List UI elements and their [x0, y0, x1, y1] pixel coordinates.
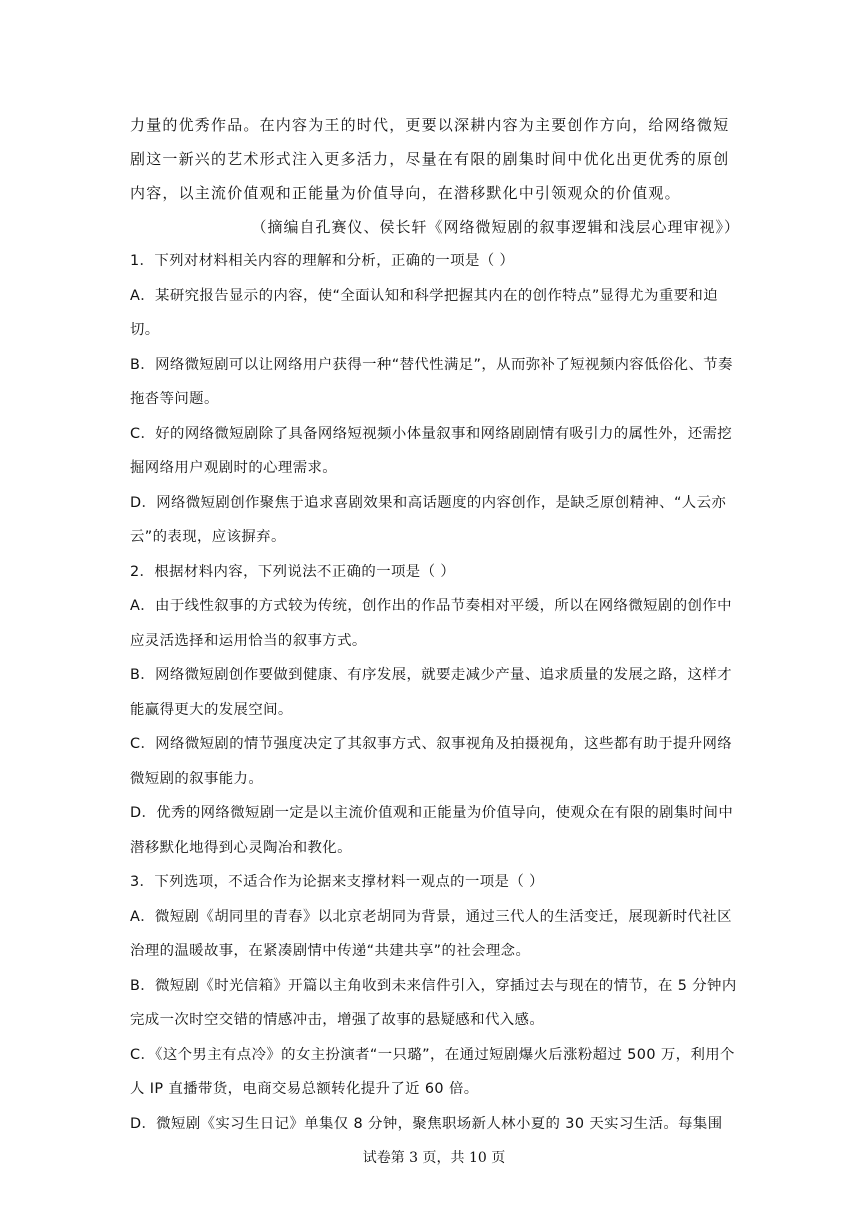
option-a: A．微短剧《胡同里的青春》以北京老胡同为背景，通过三代人的生活变迁，展现新时代社区治理的温暖故事，在紧凑剧情中传递“共建共享”的社会理念。: [130, 908, 732, 959]
question-1: [130, 244, 742, 555]
question-stem: 1．下列对材料相关内容的理解和分析，正确的一项是（ ）: [130, 253, 515, 269]
passage-paragraph: 力量的优秀作品。在内容为王的时代，更要以深耕内容为主要创作方向，给网络微短剧这一新兴的艺术形式注入更多活力，尽量在有限的剧集时间中优化出更优秀的原创内容，以主流价值观和正能量为价值导向，在潜移默化中引领观众的价值观。: [130, 116, 730, 202]
option-b: B．微短剧《时光信箱》开篇以主角收到未来信件引入，穿插过去与现在的情节，在 5 分钟内完成一次时空交错的情感冲击，增强了故事的悬疑感和代入感。: [130, 977, 737, 1028]
option-d: D．网络微短剧创作聚焦于追求喜剧效果和高话题度的内容创作，是缺乏原创精神、“人云亦云”的表现，应该摒弃。: [130, 494, 727, 545]
option-c: C．《这个男主有点冷》的女主扮演者“一只璐”，在通过短剧爆火后涨粉超过 500 万，利用个人 IP 直播带货，电商交易总额转化提升了近 60 倍。: [130, 1046, 735, 1097]
question-2: [130, 555, 742, 866]
option-b: B．网络微短剧可以让网络用户获得一种“替代性满足”，从而弥补了短视频内容低俗化、节奏拖沓等问题。: [130, 356, 733, 407]
option-d: D．微短剧《实习生日记》单集仅 8 分钟，聚焦职场新人林小夏的 30 天实习生活。每集围: [130, 1115, 723, 1132]
option-c: C．网络微短剧的情节强度决定了其叙事方式、叙事视角及拍摄视角，这些都有助于提升网络微短剧的叙事能力。: [130, 736, 733, 787]
question-list: [130, 244, 742, 1141]
question-3: [130, 865, 742, 1141]
option-a: A．某研究报告显示的内容，使“全面认知和科学把握其内在的创作特点”显得尤为重要和迫切。: [130, 287, 719, 338]
option-b: B．网络微短剧创作要做到健康、有序发展，就要走减少产量、追求质量的发展之路，这样才能赢得更大的发展空间。: [130, 667, 732, 718]
page-footer: 试卷第 3 页，共 10 页: [362, 1150, 506, 1166]
option-a: A．由于线性叙事的方式较为传统，创作出的作品节奏相对平缓，所以在网络微短剧的创作中应灵活选择和运用恰当的叙事方式。: [130, 598, 732, 649]
reading-passage: [130, 108, 740, 210]
question-stem: 2．根据材料内容，下列说法不正确的一项是（ ）: [130, 563, 456, 580]
option-c: C．好的网络微短剧除了具备网络短视频小体量叙事和网络剧剧情有吸引力的属性外，还需挖掘网络用户观剧时的心理需求。: [130, 425, 733, 476]
option-d: D．优秀的网络微短剧一定是以主流价值观和正能量为价值导向，使观众在有限的剧集时间中潜移默化地得到心灵陶冶和教化。: [130, 805, 734, 856]
question-stem: 3．下列选项，不适合作为论据来支撑材料一观点的一项是（ ）: [130, 874, 544, 890]
passage-source: （摘编自孔赛仪、侯长轩《网络微短剧的叙事逻辑和浅层心理审视》）: [251, 218, 740, 236]
